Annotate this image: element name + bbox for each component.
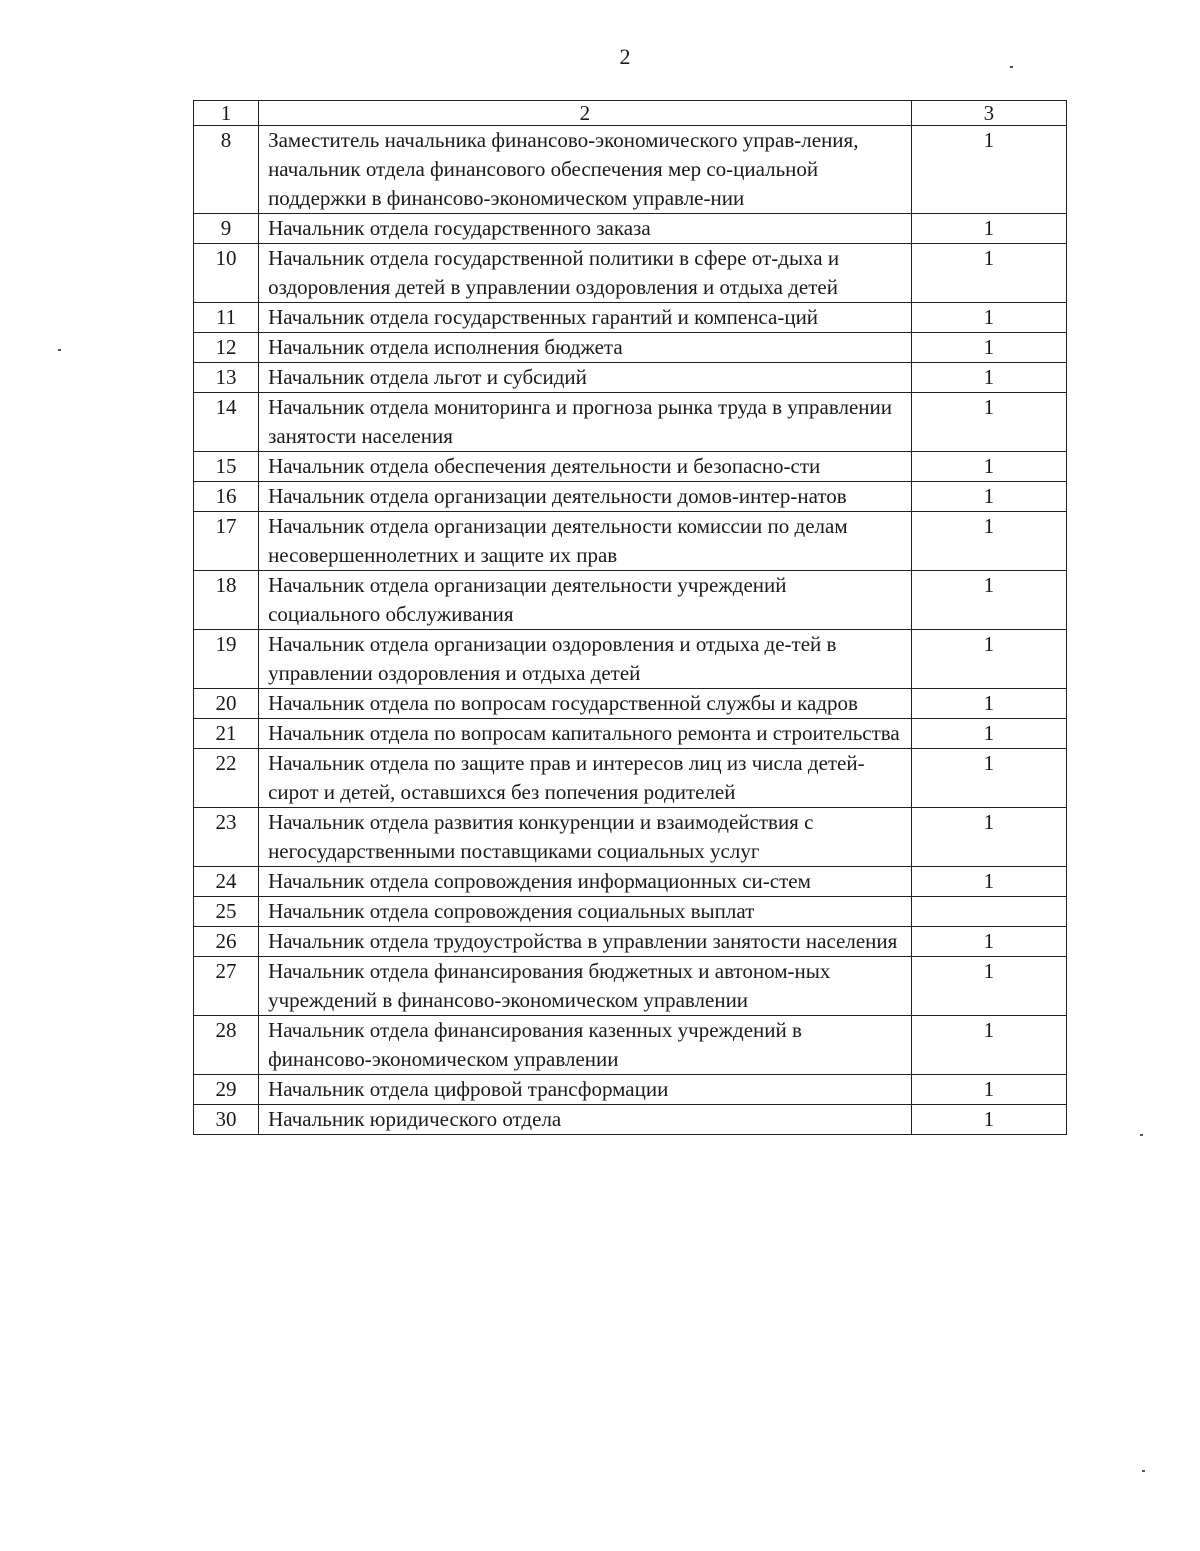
table-row: [194, 571, 1067, 630]
position-count: 1: [911, 719, 1066, 749]
position-title: Начальник отдела финансирования казенных учреждений в финансово-экономическом управлении: [259, 1016, 912, 1075]
position-count: 1: [911, 1016, 1066, 1075]
position-title: Начальник отдела трудоустройства в управлении занятости населения: [259, 927, 912, 957]
page-number: 2: [619, 44, 631, 69]
table-row: [194, 1075, 1067, 1105]
position-title: Начальник отдела цифровой трансформации: [259, 1075, 912, 1105]
scan-speck: [1142, 1470, 1145, 1472]
table-row: [194, 393, 1067, 452]
row-number: 28: [194, 1016, 259, 1075]
table-row: [194, 897, 1067, 927]
table-row: [194, 214, 1067, 244]
position-title: Начальник отдела по вопросам государственной службы и кадров: [259, 689, 912, 719]
table-row: [194, 689, 1067, 719]
header-col-1: 1: [194, 101, 259, 126]
position-title: Начальник отдела льгот и субсидий: [259, 363, 912, 393]
table-row: [194, 126, 1067, 214]
table-row: [194, 957, 1067, 1016]
row-number: 11: [194, 303, 259, 333]
table-header-row: [194, 101, 1067, 126]
position-title: Начальник отдела сопровождения социальных выплат: [259, 897, 912, 927]
table-row: [194, 867, 1067, 897]
position-count: 1: [911, 214, 1066, 244]
position-title: Начальник отдела организации оздоровления и отдыха де-тей в управлении оздоровления и отдыха детей: [259, 630, 912, 689]
table-row: [194, 749, 1067, 808]
table-row: [194, 244, 1067, 303]
positions-table: [193, 100, 1067, 1135]
row-number: 18: [194, 571, 259, 630]
row-number: 26: [194, 927, 259, 957]
row-number: 16: [194, 482, 259, 512]
position-count: 1: [911, 1105, 1066, 1135]
row-number: 24: [194, 867, 259, 897]
row-number: 10: [194, 244, 259, 303]
position-count: 1: [911, 482, 1066, 512]
row-number: 20: [194, 689, 259, 719]
position-title: Начальник отдела мониторинга и прогноза рынка труда в управлении занятости населения: [259, 393, 912, 452]
position-title: Начальник отдела организации деятельности комиссии по делам несовершеннолетних и защите их прав: [259, 512, 912, 571]
position-title: Начальник отдела финансирования бюджетных и автоном-ных учреждений в финансово-экономическом управлении: [259, 957, 912, 1016]
table-row: [194, 303, 1067, 333]
position-count: 1: [911, 630, 1066, 689]
row-number: 15: [194, 452, 259, 482]
position-count: 1: [911, 571, 1066, 630]
table-row: [194, 719, 1067, 749]
table-row: [194, 512, 1067, 571]
table-row: [194, 1016, 1067, 1075]
position-title: Начальник отдела развития конкуренции и взаимодействия с негосударственными поставщиками социальных услуг: [259, 808, 912, 867]
table-row: [194, 452, 1067, 482]
position-count: [911, 897, 1066, 927]
row-number: 8: [194, 126, 259, 214]
position-title: Начальник отдела организации деятельности домов-интер-натов: [259, 482, 912, 512]
table-body: [194, 126, 1067, 1135]
position-count: 1: [911, 363, 1066, 393]
position-count: 1: [911, 393, 1066, 452]
position-title: Начальник юридического отдела: [259, 1105, 912, 1135]
scan-speck: [1010, 66, 1013, 68]
row-number: 25: [194, 897, 259, 927]
row-number: 21: [194, 719, 259, 749]
position-count: 1: [911, 452, 1066, 482]
position-title: Начальник отдела государственных гарантий и компенса-ций: [259, 303, 912, 333]
position-count: 1: [911, 808, 1066, 867]
position-title: Начальник отдела сопровождения информационных си-стем: [259, 867, 912, 897]
table-row: [194, 927, 1067, 957]
table-row: [194, 363, 1067, 393]
row-number: 27: [194, 957, 259, 1016]
table-row: [194, 630, 1067, 689]
position-title: Начальник отдела государственного заказа: [259, 214, 912, 244]
position-count: 1: [911, 333, 1066, 363]
position-title: Начальник отдела обеспечения деятельности и безопасно-сти: [259, 452, 912, 482]
position-count: 1: [911, 927, 1066, 957]
position-title: Начальник отдела организации деятельности учреждений социального обслуживания: [259, 571, 912, 630]
row-number: 14: [194, 393, 259, 452]
row-number: 23: [194, 808, 259, 867]
table-row: [194, 1105, 1067, 1135]
position-count: 1: [911, 867, 1066, 897]
row-number: 9: [194, 214, 259, 244]
row-number: 17: [194, 512, 259, 571]
position-count: 1: [911, 689, 1066, 719]
row-number: 19: [194, 630, 259, 689]
table-row: [194, 808, 1067, 867]
position-title: Начальник отдела исполнения бюджета: [259, 333, 912, 363]
row-number: 22: [194, 749, 259, 808]
position-count: 1: [911, 749, 1066, 808]
position-title: Начальник отдела государственной политики в сфере от-дыха и оздоровления детей в управлении оздоровления и отдыха детей: [259, 244, 912, 303]
position-count: 1: [911, 244, 1066, 303]
header-col-3: 3: [911, 101, 1066, 126]
scan-speck: [1140, 1134, 1143, 1136]
row-number: 13: [194, 363, 259, 393]
row-number: 30: [194, 1105, 259, 1135]
row-number: 29: [194, 1075, 259, 1105]
scan-speck: [58, 349, 61, 351]
table-row: [194, 482, 1067, 512]
position-count: 1: [911, 957, 1066, 1016]
position-count: 1: [911, 512, 1066, 571]
row-number: 12: [194, 333, 259, 363]
header-col-2: 2: [259, 101, 912, 126]
position-title: Заместитель начальника финансово-экономического управ-ления, начальник отдела финансового обеспечения мер со-циальной поддержки в финансово-экономическом управле-нии: [259, 126, 912, 214]
position-count: 1: [911, 126, 1066, 214]
position-title: Начальник отдела по защите прав и интересов лиц из числа детей-сирот и детей, оставшихся без попечения родителей: [259, 749, 912, 808]
position-title: Начальник отдела по вопросам капитального ремонта и строительства: [259, 719, 912, 749]
table-row: [194, 333, 1067, 363]
position-count: 1: [911, 303, 1066, 333]
position-count: 1: [911, 1075, 1066, 1105]
